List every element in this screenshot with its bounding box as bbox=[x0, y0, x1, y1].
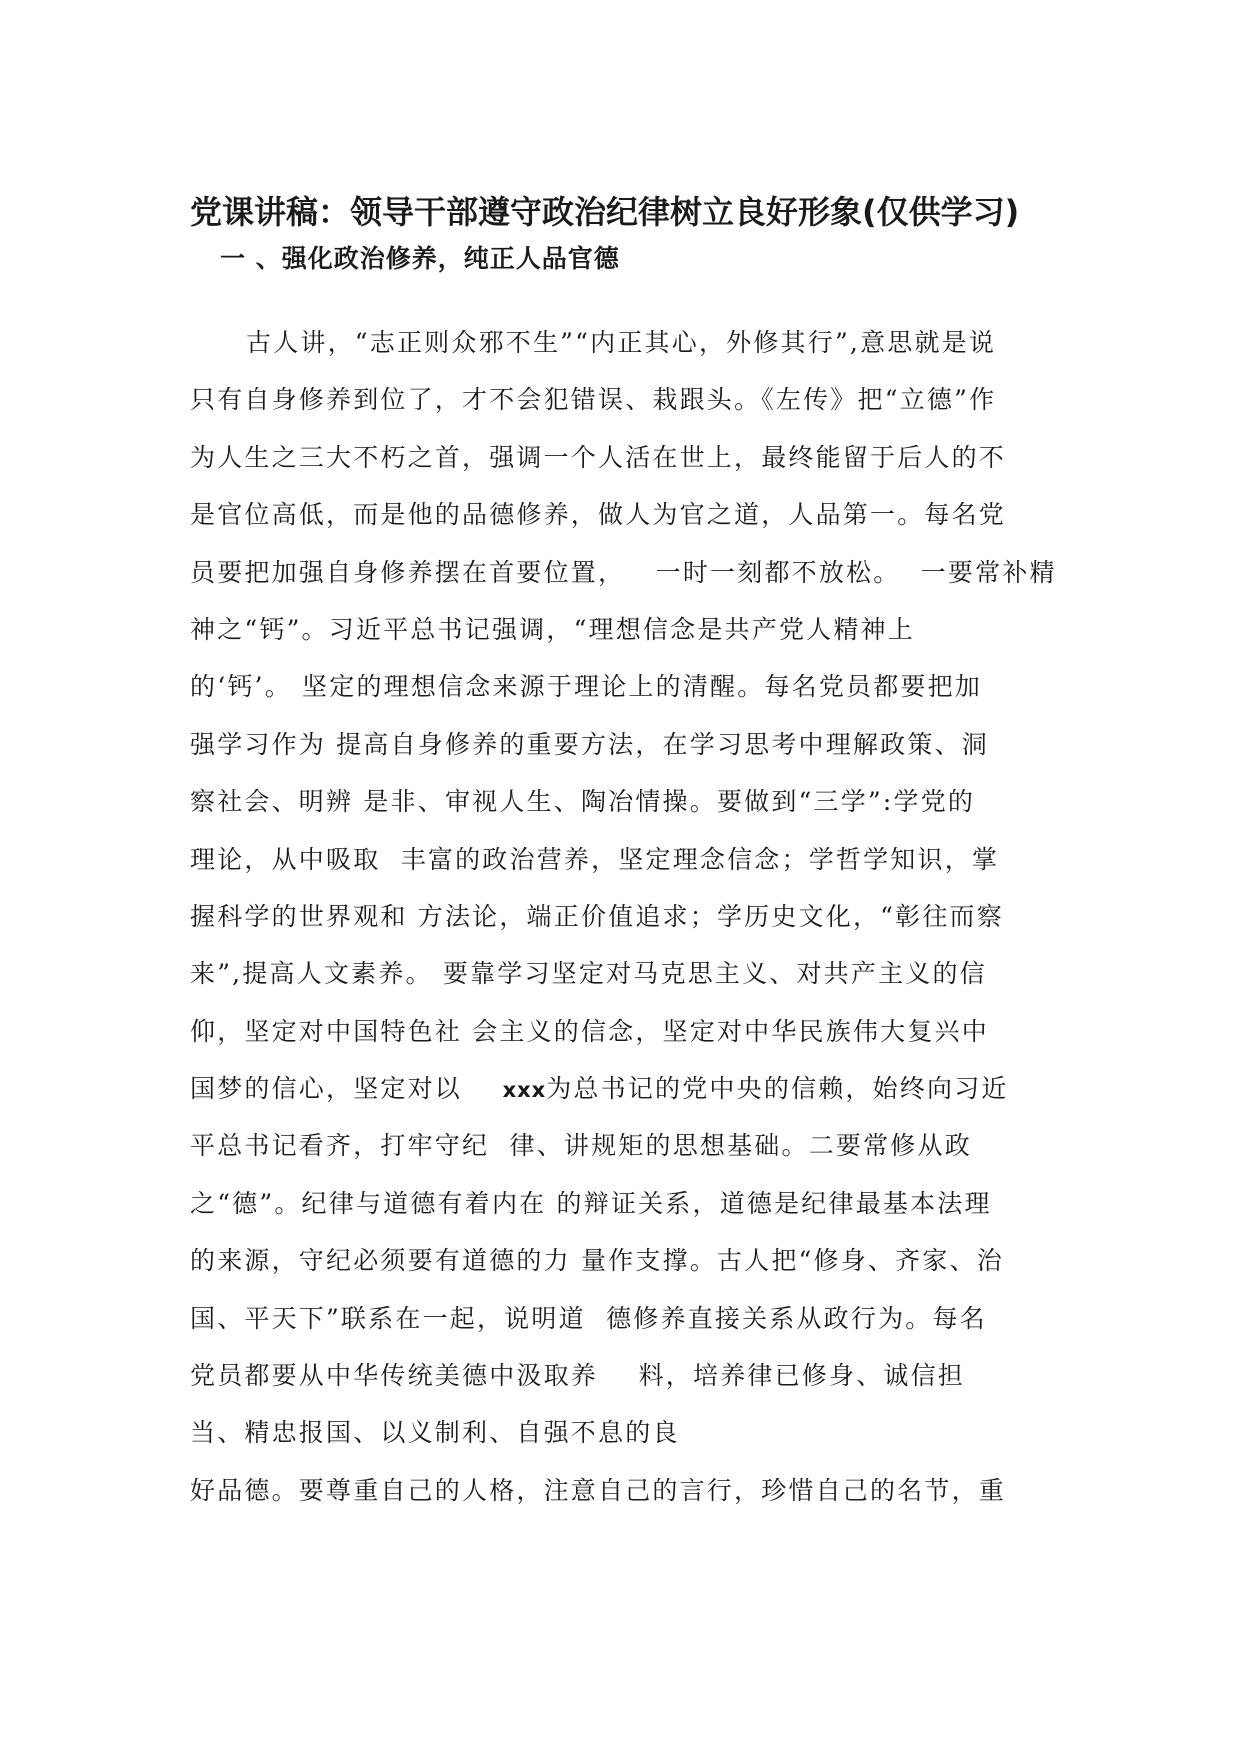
section-heading: 一 、强化政治修养，纯正人品官德 bbox=[220, 244, 620, 273]
placeholder-mark: xxx bbox=[502, 1078, 547, 1103]
paragraph-line: 握科学的世界观和 方法论，端正价值追求；学历史文化，“彰往而察 bbox=[190, 901, 1004, 931]
paragraph-line: 之“德”。纪律与道德有着内在 的辩证关系，道德是纪律最基本法理 bbox=[190, 1188, 992, 1218]
paragraph-line: 国、平天下”联系在一起，说明道 德修养直接关系从政行为。每名 bbox=[190, 1303, 987, 1333]
paragraph-line: 只有自身修养到位了，才不会犯错误、栽跟头。《左传》把“立德”作 bbox=[190, 385, 997, 415]
paragraph-line: 党员都要从中华传统美德中汲取养 料，培养律已修身、诚信担 bbox=[190, 1361, 965, 1391]
body-paragraph bbox=[190, 314, 1070, 1519]
paragraph-line: 理论，从中吸取 丰富的政治营养，坚定理念信念；学哲学知识，掌 bbox=[190, 844, 1000, 874]
paragraph-line: 是官位高低，而是他的品德修养，做人为官之道，人品第一。每名党 bbox=[190, 500, 1007, 530]
paragraph-line: 的来源，守纪必须要有道德的力 量作支撑。古人把“修身、齐家、治 bbox=[190, 1246, 1004, 1276]
paragraph-line: 仰，坚定对中国特色社 会主义的信念，坚定对中华民族伟大复兴中 bbox=[190, 1016, 989, 1046]
paragraph-line: 当、精忠报国、以义制利、自强不息的良 bbox=[190, 1418, 680, 1448]
paragraph-line: 好品德。要尊重自己的人格，注意自己的言行，珍惜自己的名节，重 bbox=[190, 1475, 1007, 1505]
paragraph-line: 察社会、明辨 是非、审视人生、陶冶情操。要做到“三学”:学党的 bbox=[190, 787, 976, 817]
paragraph-line-xxx bbox=[190, 1060, 1070, 1117]
paragraph-line: 强学习作为 提高自身修养的重要方法，在学习思考中理解政策、洞 bbox=[190, 729, 989, 759]
document-title: 党课讲稿：领导干部遵守政治纪律树立良好形象(仅供学习) bbox=[190, 193, 1020, 231]
paragraph-line: 古人讲，“志正则众邪不生”“内正其心，外修其行”,意思就是说 bbox=[246, 328, 997, 357]
paragraph-line: 神之“钙”。习近平总书记强调，“理想信念是共产党人精神上 bbox=[190, 614, 915, 644]
line-text-before: 国梦的信心，坚定对以 bbox=[190, 1074, 503, 1104]
paragraph-line: 员要把加强自身修养摆在首要位置， 一时一刻都不放松。 一要常补精 bbox=[190, 557, 1057, 587]
paragraph-line: 平总书记看齐，打牢守纪 律、讲规矩的思想基础。二要常修从政 bbox=[190, 1131, 972, 1161]
paragraph-line: 来”,提高人文素养。 要靠学习坚定对马克思主义、对共产主义的信 bbox=[190, 959, 987, 989]
line-text-after: 为总书记的党中央的信赖，始终向习近 bbox=[546, 1074, 1009, 1104]
paragraph-line: 为人生之三大不朽之首，强调一个人活在世上，最终能留于后人的不 bbox=[190, 442, 1007, 472]
paragraph-line: 的‘钙’。 坚定的理想信念来源于理论上的清醒。每名党员都要把加 bbox=[190, 672, 983, 702]
